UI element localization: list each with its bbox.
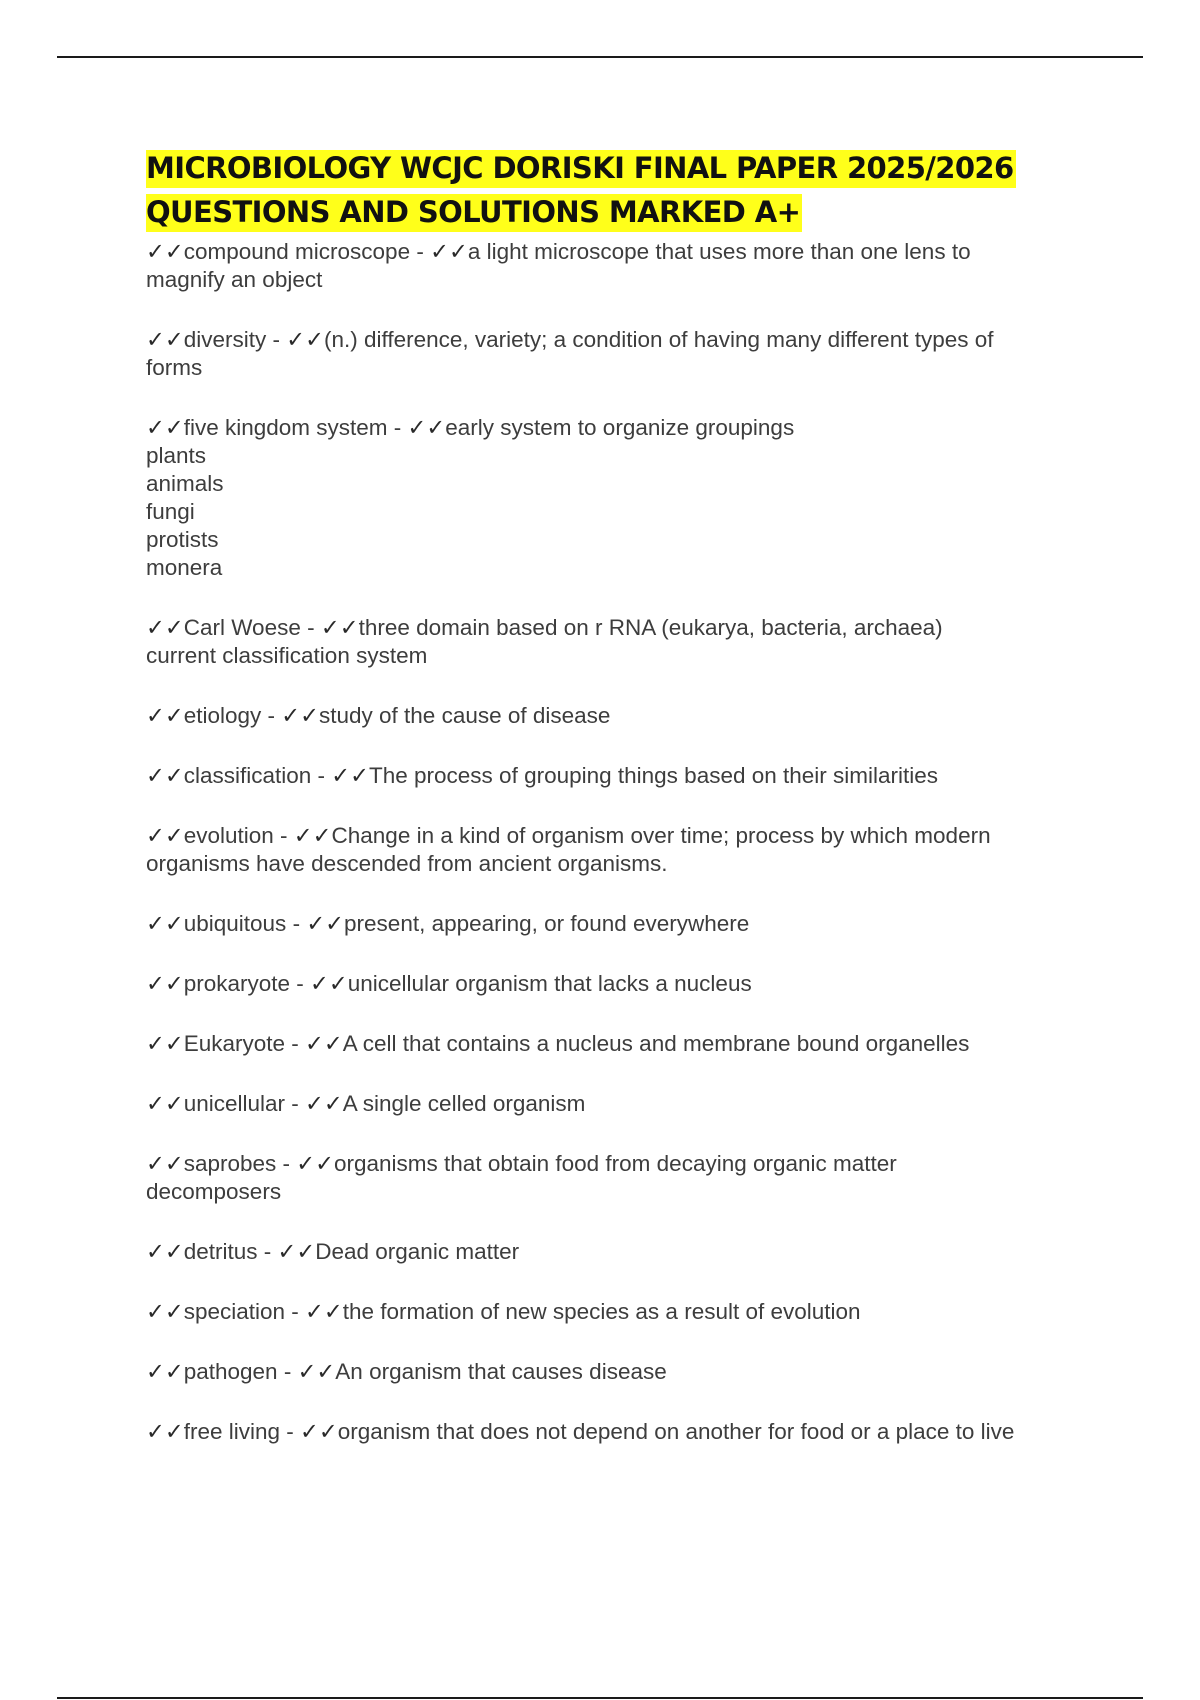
entry-definition: study of the cause of disease bbox=[319, 703, 611, 728]
entry-definition: a light microscope that uses more than one lens to bbox=[467, 239, 971, 264]
entry-term: detritus bbox=[183, 1239, 258, 1264]
bottom-rule bbox=[57, 1697, 1143, 1699]
entry-first-line bbox=[146, 822, 1086, 850]
entry-separator: - bbox=[257, 1239, 278, 1264]
double-check-icon: ✓✓ bbox=[286, 327, 324, 352]
entry-term: unicellular bbox=[183, 1091, 286, 1116]
flashcard-entry bbox=[146, 762, 1086, 790]
document-body bbox=[146, 146, 1086, 1478]
entry-term: Carl Woese bbox=[183, 615, 301, 640]
double-check-icon: ✓✓ bbox=[430, 239, 468, 264]
entry-separator: - bbox=[276, 1151, 297, 1176]
entry-definition: Dead organic matter bbox=[315, 1239, 520, 1264]
entry-term: saprobes bbox=[183, 1151, 277, 1176]
title-line-2: QUESTIONS AND SOLUTIONS MARKED A+ bbox=[146, 194, 802, 232]
entry-first-line bbox=[146, 1090, 1086, 1118]
entry-definition: the formation of new species as a result of evolution bbox=[342, 1299, 861, 1324]
entry-separator: - bbox=[387, 415, 408, 440]
entry-term: ubiquitous bbox=[183, 911, 287, 936]
entry-first-line bbox=[146, 1030, 1086, 1058]
flashcard-entry bbox=[146, 970, 1086, 998]
title-line-1: MICROBIOLOGY WCJC DORISKI FINAL PAPER 2025/2026 bbox=[146, 150, 1016, 188]
entry-term: free living bbox=[183, 1419, 281, 1444]
double-check-icon: ✓✓ bbox=[146, 1031, 184, 1056]
entry-term: speciation bbox=[183, 1299, 286, 1324]
entry-first-line bbox=[146, 1238, 1086, 1266]
entry-first-line bbox=[146, 614, 1086, 642]
flashcard-entry bbox=[146, 1150, 1086, 1206]
entry-term: etiology bbox=[183, 703, 262, 728]
double-check-icon: ✓✓ bbox=[146, 327, 184, 352]
entry-first-line bbox=[146, 1418, 1086, 1446]
double-check-icon: ✓✓ bbox=[146, 1151, 184, 1176]
flashcard-entry bbox=[146, 702, 1086, 730]
entry-definition: A single celled organism bbox=[342, 1091, 586, 1116]
entry-first-line bbox=[146, 702, 1086, 730]
entry-definition: organism that does not depend on another for food or a place to live bbox=[337, 1419, 1015, 1444]
double-check-icon: ✓✓ bbox=[310, 971, 348, 996]
flashcard-entry bbox=[146, 1418, 1086, 1446]
entry-continuation-line: forms bbox=[146, 355, 203, 380]
entry-term: pathogen bbox=[183, 1359, 278, 1384]
flashcard-entry bbox=[146, 1030, 1086, 1058]
double-check-icon: ✓✓ bbox=[146, 239, 184, 264]
entry-separator: - bbox=[285, 1031, 306, 1056]
double-check-icon: ✓✓ bbox=[277, 1239, 316, 1264]
entry-term: prokaryote bbox=[183, 971, 291, 996]
entry-first-line bbox=[146, 1358, 1086, 1386]
flashcard-entry bbox=[146, 822, 1086, 878]
entry-term: classification bbox=[183, 763, 312, 788]
flashcard-entry bbox=[146, 414, 1086, 582]
flashcard-entry bbox=[146, 614, 1086, 670]
entry-definition: three domain based on r RNA (eukarya, bacteria, archaea) bbox=[358, 615, 943, 640]
double-check-icon: ✓✓ bbox=[146, 615, 184, 640]
entry-definition: An organism that causes disease bbox=[335, 1359, 667, 1384]
entry-term: evolution bbox=[183, 823, 274, 848]
entry-first-line bbox=[146, 1298, 1086, 1326]
entry-first-line bbox=[146, 414, 1086, 442]
entry-separator: - bbox=[290, 971, 311, 996]
double-check-icon: ✓✓ bbox=[146, 971, 184, 996]
entry-separator: - bbox=[410, 239, 431, 264]
entry-term: diversity bbox=[183, 327, 267, 352]
entry-continuation-line: organisms have descended from ancient organisms. bbox=[146, 851, 668, 876]
entry-definition: present, appearing, or found everywhere bbox=[344, 911, 750, 936]
double-check-icon: ✓✓ bbox=[320, 615, 359, 640]
entry-first-line bbox=[146, 238, 1086, 266]
entry-definition: unicellular organism that lacks a nucleus bbox=[347, 971, 752, 996]
double-check-icon: ✓✓ bbox=[305, 1091, 343, 1116]
double-check-icon: ✓✓ bbox=[146, 703, 184, 728]
double-check-icon: ✓✓ bbox=[146, 1091, 184, 1116]
entry-separator: - bbox=[311, 763, 332, 788]
document-title bbox=[146, 146, 1086, 234]
double-check-icon: ✓✓ bbox=[407, 415, 446, 440]
entry-first-line bbox=[146, 1150, 1086, 1178]
entry-separator: - bbox=[280, 1419, 301, 1444]
entry-separator: - bbox=[300, 615, 321, 640]
entry-separator: - bbox=[266, 327, 287, 352]
double-check-icon: ✓✓ bbox=[146, 1359, 184, 1384]
top-rule bbox=[57, 56, 1143, 58]
entry-definition: (n.) difference, variety; a condition of having many different types of bbox=[323, 327, 994, 352]
double-check-icon: ✓✓ bbox=[146, 823, 184, 848]
entry-continuation-line: monera bbox=[146, 555, 223, 580]
entry-continuation-line: current classification system bbox=[146, 643, 428, 668]
entry-first-line bbox=[146, 762, 1086, 790]
double-check-icon: ✓✓ bbox=[281, 703, 319, 728]
entry-continuation-line: animals bbox=[146, 471, 224, 496]
entry-definition: early system to organize groupings bbox=[445, 415, 795, 440]
double-check-icon: ✓✓ bbox=[296, 1151, 334, 1176]
flashcard-entry bbox=[146, 326, 1086, 382]
double-check-icon: ✓✓ bbox=[146, 415, 184, 440]
entry-term: five kingdom system bbox=[183, 415, 388, 440]
entry-first-line bbox=[146, 970, 1086, 998]
double-check-icon: ✓✓ bbox=[331, 763, 369, 788]
double-check-icon: ✓✓ bbox=[305, 1031, 343, 1056]
entry-separator: - bbox=[277, 1359, 298, 1384]
double-check-icon: ✓✓ bbox=[146, 1419, 184, 1444]
flashcard-entry bbox=[146, 1298, 1086, 1326]
flashcard-entry bbox=[146, 1090, 1086, 1118]
double-check-icon: ✓✓ bbox=[146, 911, 184, 936]
flashcard-entry bbox=[146, 238, 1086, 294]
entry-separator: - bbox=[286, 911, 307, 936]
entry-first-line bbox=[146, 910, 1086, 938]
entry-definition: The process of grouping things based on their similarities bbox=[369, 763, 939, 788]
entry-continuation-line: decomposers bbox=[146, 1179, 282, 1204]
double-check-icon: ✓✓ bbox=[297, 1359, 336, 1384]
entry-term: compound microscope bbox=[183, 239, 411, 264]
entry-definition: organisms that obtain food from decaying organic matter bbox=[334, 1151, 897, 1176]
flashcard-entry bbox=[146, 1358, 1086, 1386]
flashcard-list bbox=[146, 238, 1086, 1446]
entry-continuation-line: protists bbox=[146, 527, 219, 552]
double-check-icon: ✓✓ bbox=[293, 823, 332, 848]
entry-definition: A cell that contains a nucleus and membrane bound organelles bbox=[342, 1031, 970, 1056]
flashcard-entry bbox=[146, 910, 1086, 938]
double-check-icon: ✓✓ bbox=[146, 1299, 184, 1324]
double-check-icon: ✓✓ bbox=[306, 911, 345, 936]
double-check-icon: ✓✓ bbox=[305, 1299, 343, 1324]
entry-continuation-line: magnify an object bbox=[146, 267, 323, 292]
double-check-icon: ✓✓ bbox=[146, 763, 184, 788]
double-check-icon: ✓✓ bbox=[146, 1239, 184, 1264]
entry-separator: - bbox=[285, 1091, 306, 1116]
double-check-icon: ✓✓ bbox=[300, 1419, 338, 1444]
entry-separator: - bbox=[285, 1299, 306, 1324]
flashcard-entry bbox=[146, 1238, 1086, 1266]
entry-term: Eukaryote bbox=[183, 1031, 286, 1056]
entry-continuation-line: fungi bbox=[146, 499, 195, 524]
entry-continuation-line: plants bbox=[146, 443, 207, 468]
entry-separator: - bbox=[261, 703, 282, 728]
entry-definition: Change in a kind of organism over time; process by which modern bbox=[331, 823, 991, 848]
entry-separator: - bbox=[273, 823, 294, 848]
entry-first-line bbox=[146, 326, 1086, 354]
